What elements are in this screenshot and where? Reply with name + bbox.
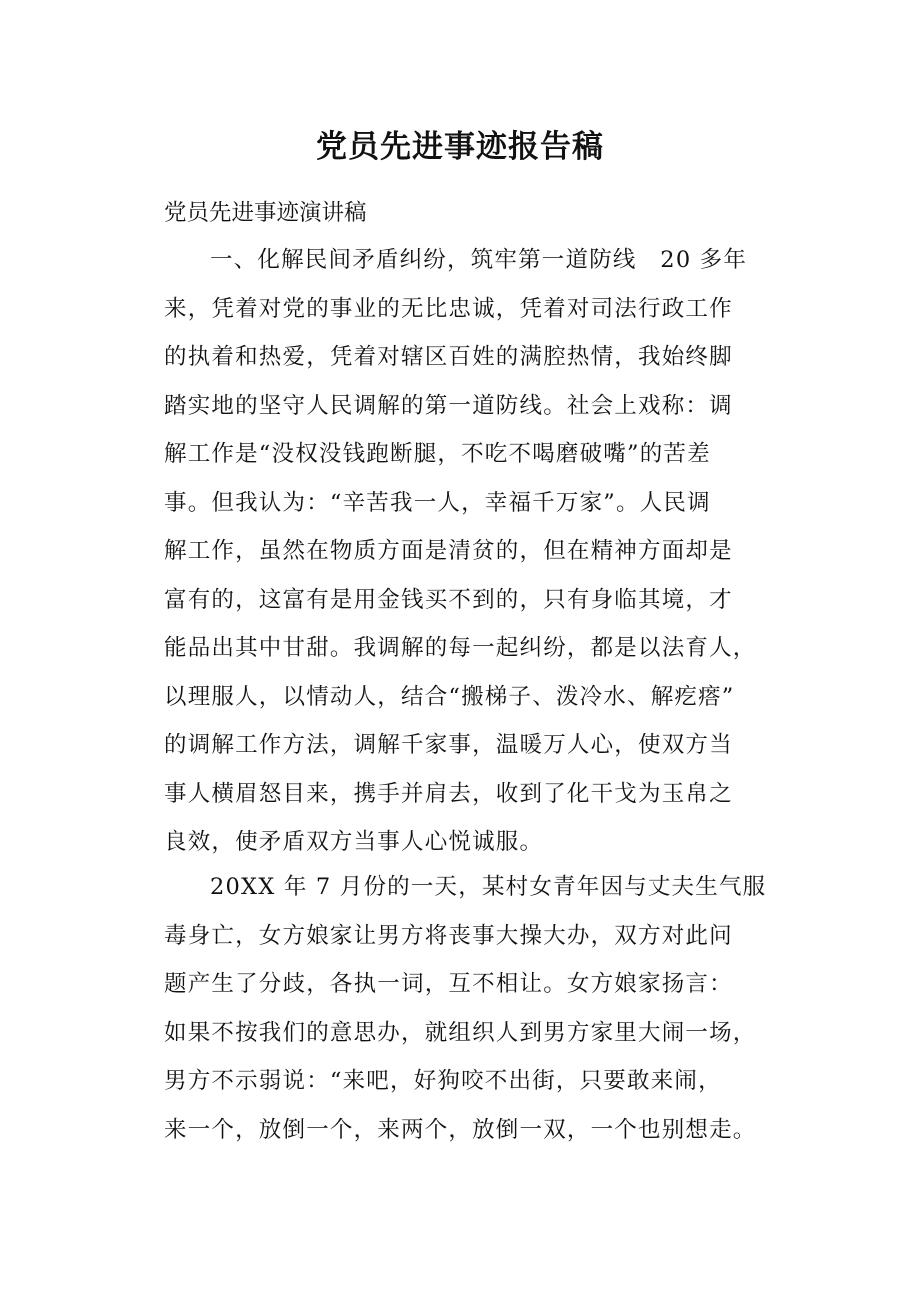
- paragraph-line: 男方不示弱说：“来吧，好狗咬不出街，只要敢来闹，: [164, 1068, 722, 1094]
- paragraph-line: 的执着和热爱，凭着对辖区百姓的满腔热情，我始终脚: [164, 344, 733, 370]
- paragraph-2: [164, 863, 774, 1154]
- document-subtitle: 党员先进事迹演讲稿: [164, 200, 367, 226]
- paragraph-line: 踏实地的坚守人民调解的第一道防线。社会上戏称：调: [164, 392, 733, 419]
- paragraph-line: 的调解工作方法，调解千家事，温暖万人心，使双方当: [164, 732, 733, 758]
- paragraph-line: 题产生了分歧，各执一词，互不相让。女方娘家扬言：: [164, 971, 733, 997]
- paragraph-line: 毒身亡，女方娘家让男方将丧事大操大办，双方对此问: [164, 922, 733, 949]
- page-title: 党员先进事迹报告稿: [316, 129, 604, 165]
- paragraph-line: 富有的，这富有是用金钱买不到的，只有身临其境，才: [164, 586, 733, 613]
- paragraph-line: 能品出其中甘甜。我调解的每一起纠纷，都是以法育人，: [164, 635, 757, 661]
- paragraph-line: 解工作，虽然在物质方面是清贫的，但在精神方面却是: [164, 538, 733, 564]
- paragraph-line: 如果不按我们的意思办，就组织人到男方家里大闹一场，: [164, 1019, 757, 1046]
- paragraph-line: 良效，使矛盾双方当事人心悦诚服。: [164, 829, 544, 855]
- paragraph-line: 事人横眉怒目来，携手并肩去，收到了化干戈为玉帛之: [164, 780, 733, 807]
- paragraph-line: 来，凭着对党的事业的无比忠诚，凭着对司法行政工作: [164, 295, 733, 322]
- paragraph-line: 事。但我认为：“辛苦我一人，幸福千万家”。人民调: [164, 489, 711, 516]
- paragraph-1: [164, 236, 774, 867]
- paragraph-line: 以理服人，以情动人，结合“搬梯子、泼冷水、解疙瘩”: [164, 683, 735, 710]
- paragraph-line: 来一个，放倒一个，来两个，放倒一双，一个也别想走。: [164, 1116, 757, 1143]
- paragraph-line: 20XX 年 7 月份的一天，某村女青年因与丈夫生气服: [210, 874, 767, 900]
- paragraph-line: 一、化解民间矛盾纠纷，筑牢第一道防线 20 多年: [210, 247, 748, 273]
- paragraph-line: 解工作是“没权没钱跑断腿，不吃不喝磨破嘴”的苦差: [164, 441, 711, 467]
